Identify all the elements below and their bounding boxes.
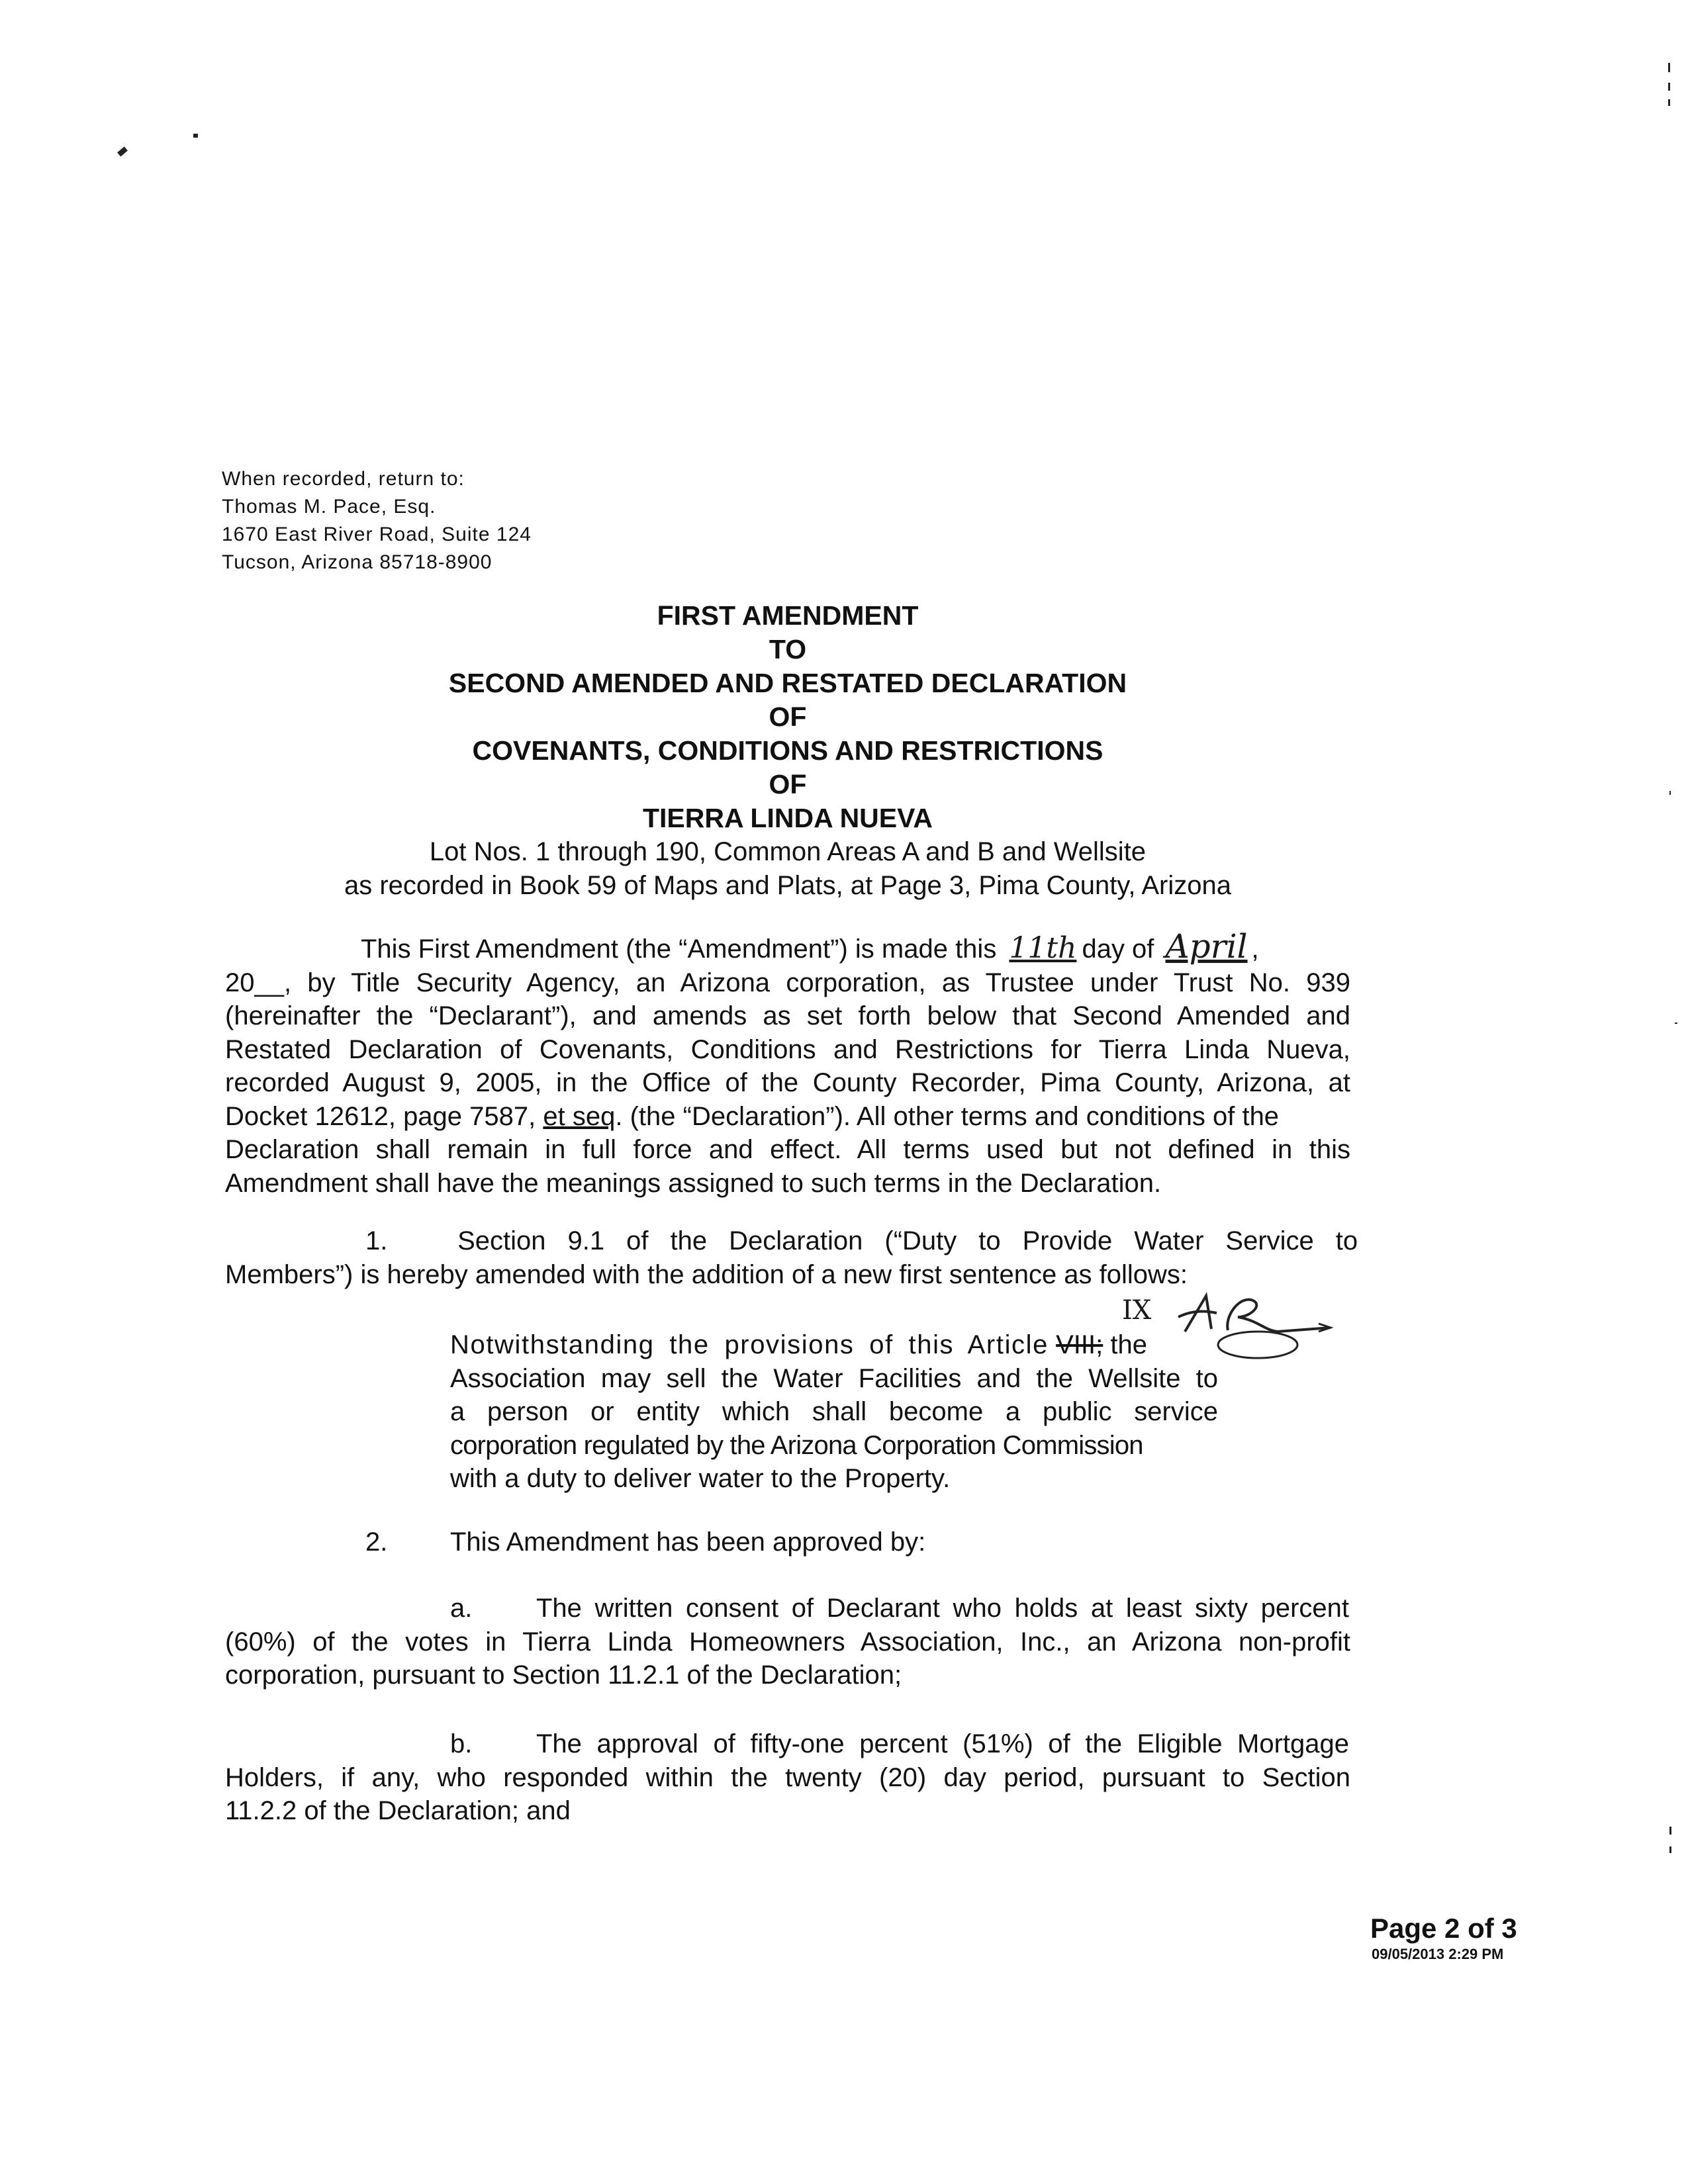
section-1-line-2: Members”) is hereby amended with the addition of a new first sentence as follows: [225, 1259, 1188, 1289]
subtitle-line: as recorded in Book 59 of Maps and Plats, at Page 3, Pima County, Arizona [344, 871, 1232, 900]
margin-tick [1668, 63, 1670, 72]
title-line: COVENANTS, CONDITIONS AND RESTRICTIONS [472, 735, 1103, 766]
section-number: 2. [365, 1527, 388, 1557]
amendment-quote [450, 1328, 1218, 1496]
intro-line: Docket 12612, page 7587, et seq. (the “Declaration”). All other terms and conditions of the [225, 1101, 1280, 1131]
handwritten-insert-ix: IX [1122, 1295, 1152, 1326]
print-timestamp: 09/05/2013 2:29 PM [1372, 1946, 1504, 1962]
quote-line: Association may sell the Water Facilities and the Wellsite to [450, 1363, 1218, 1393]
title-line: OF [769, 769, 807, 799]
item-a-line: corporation, pursuant to Section 11.2.1 of the Declaration; [225, 1661, 902, 1690]
item-b [225, 1727, 1350, 1828]
intro-line: 20__, by Title Security Agency, an Arizona corporation, as Trustee under Trust No. 939 [225, 968, 1350, 997]
et-seq: et seq [543, 1101, 616, 1131]
handwritten-month: April [1165, 927, 1248, 966]
intro-line: Restated Declaration of Covenants, Conditions and Restrictions for Tierra Linda Nueva, [225, 1034, 1350, 1064]
section-2 [225, 1525, 1350, 1559]
quote-line: a person or entity which shall become a public service [450, 1397, 1218, 1426]
item-a-line-1: a. The written consent of Declarant who holds at least sixty percent [225, 1592, 1350, 1625]
margin-tick [1668, 99, 1670, 106]
item-label: b. [450, 1729, 473, 1758]
item-label: a. [450, 1594, 473, 1623]
return-address-line1: 1670 East River Road, Suite 124 [222, 523, 532, 545]
item-b-line: 11.2.2 of the Declaration; and [225, 1796, 571, 1825]
page-number: Page 2 of 3 [1370, 1913, 1517, 1944]
intro-line: Amendment shall have the meanings assigned to such terms in the Declaration. [225, 1168, 1162, 1198]
struck-text: VIII; [1056, 1330, 1103, 1359]
intro-paragraph [225, 927, 1350, 1200]
quote-line: corporation regulated by the Arizona Corporation Commission [450, 1430, 1143, 1460]
item-a-line: (60%) of the votes in Tierra Linda Homeowners Association, Inc., an Arizona non-profit [225, 1627, 1350, 1657]
intro-line-1: This First Amendment (the “Amendment”) is made this 11th day of April , [361, 927, 1259, 966]
quote-line-1: Notwithstanding the provisions of this Article VIII; the [450, 1330, 1147, 1359]
margin-tick [1668, 83, 1670, 91]
quote-line: with a duty to deliver water to the Property. [450, 1464, 951, 1493]
title-line: TO [769, 634, 807, 664]
intro-line: Declaration shall remain in full force and effect. All terms used but not defined in this [225, 1135, 1350, 1164]
title-line: TIERRA LINDA NUEVA [642, 803, 933, 833]
section-1 [225, 1224, 1358, 1291]
return-heading: When recorded, return to: [222, 468, 465, 490]
margin-tick [1669, 1827, 1671, 1835]
document-title [0, 599, 1575, 903]
margin-tick [1669, 1846, 1671, 1853]
item-b-line: Holders, if any, who responded within the twenty (20) day period, pursuant to Section [225, 1762, 1350, 1792]
intro-line: (hereinafter the “Declarant”), and amends as set forth below that Second Amended and [225, 1001, 1350, 1030]
return-address-line2: Tucson, Arizona 85718-8900 [222, 551, 492, 573]
title-line: OF [769, 702, 807, 732]
section-2-heading: 2. This Amendment has been approved by: [225, 1525, 1350, 1559]
intro-line: recorded August 9, 2005, in the Office of the County Recorder, Pima County, Arizona, at [225, 1068, 1350, 1097]
item-a [225, 1592, 1350, 1692]
section-1-line-1: 1. Section 9.1 of the Declaration (“Duty to Provide Water Service to [365, 1226, 1358, 1255]
title-line: FIRST AMENDMENT [657, 600, 919, 631]
subtitle-line: Lot Nos. 1 through 190, Common Areas A and B and Wellsite [429, 837, 1147, 866]
title-line: SECOND AMENDED AND RESTATED DECLARATION [448, 668, 1127, 698]
scan-speck [193, 134, 198, 138]
scan-speck [117, 146, 128, 156]
margin-tick [1669, 791, 1671, 795]
return-name: Thomas M. Pace, Esq. [222, 496, 436, 518]
item-b-line-1: b. The approval of fifty-one percent (51%) of the Eligible Mortgage [225, 1727, 1350, 1761]
margin-tick [1675, 1023, 1677, 1024]
handwritten-day: 11th [1009, 931, 1077, 965]
return-address-block [222, 465, 532, 576]
